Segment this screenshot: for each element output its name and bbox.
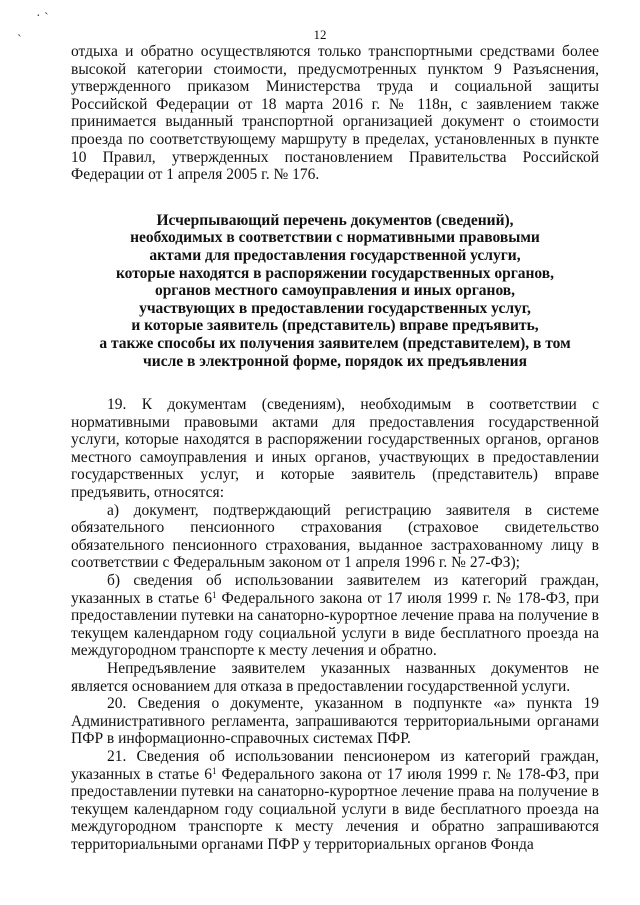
heading-line: числе в электронной форме, порядок их предъявления: [143, 352, 527, 370]
heading-line: органов местного самоуправления и иных органов,: [154, 282, 516, 300]
paragraph-19a: а) документ, подтверждающий регистрацию заявителя в системе обязательного пенсионного страхования (страховое свидетельство обязательного пенсионного страхования, выданное застрахованному лицу в соответствии с Федеральным законом от 1 апреля 1996 г. № 27-ФЗ);: [71, 501, 599, 572]
paragraph-20: 20. Сведения о документе, указанном в подпункте «а» пункта 19 Административного регламента, запрашиваются территориальными органами ПФР в информационно-справочных системах ПФР.: [71, 695, 599, 748]
document-body: [71, 43, 599, 854]
paragraph-19b-text-rest: Федерального закона от 17 июля 1999 г. № 178-ФЗ, при предоставлении путевки на санаторно-курортное лечение права на получение в текущем календарном году социальной услуги в виде бесплатного проезда на междугородном транспорте к месту лечения и обратно.: [71, 589, 599, 660]
paragraph-non-submission: Непредъявление заявителем указанных названных документов не является основанием для отказа в предоставлении государственной услуги.: [71, 660, 599, 695]
heading-line: участвующих в предоставлении государственных услуг,: [139, 299, 531, 317]
paragraph-continuation: отдыха и обратно осуществляются только транспортными средствами более высокой категории стоимости, предусмотренных пунктом 9 Разъяснения, утвержденного приказом Министерства труда и социальной защиты Российской Федерации от 18 марта 2016 г. № 118н, с заявлением также принимается выданный транспортной организацией документ о стоимости проезда по соответствующему маршруту в пределах, установленных в пункте 10 Правил, утвержденных постановлением Правительства Российской Федерации от 1 апреля 2005 г. № 176.: [71, 43, 599, 184]
scan-mark-tick: `: [44, 11, 49, 26]
paragraph-19: 19. К документам (сведениям), необходимым в соответствии с нормативными правовыми актами для предоставления государственной услуги, которые находятся в распоряжении государственных органов, органов местного самоуправления и иных органов, участвующих в предоставлении государственных услуг, и которые заявитель (представитель) вправе предъявить, относятся:: [71, 396, 599, 502]
heading-line: необходимых в соответствии с нормативными правовыми: [130, 229, 540, 247]
heading-line: актами для предоставления государственной услуги,: [149, 246, 521, 264]
paragraph-19b-text: б) сведения об использовании заявителем из категорий граждан, указанных в статье 6: [71, 572, 599, 607]
article-superscript: 1: [211, 589, 217, 600]
heading-line: и которые заявитель (представитель) вправе предъявить,: [131, 317, 539, 335]
section-heading: [71, 212, 599, 370]
heading-line: а также способы их получения заявителем (представителем), в том: [99, 334, 571, 352]
scan-mark-dot: ·: [36, 9, 41, 24]
paragraph-19b: [71, 572, 599, 660]
page-number: 12: [313, 27, 327, 42]
paragraph-21-text-rest: Федерального закона от 17 июля 1999 г. № 178-ФЗ, при предоставлении путевки на санаторно-курортное лечение права на получение в текущем календарном году социальной услуги в виде бесплатного проезда на междугородном транспорте к месту лечения и обратно запрашиваются территориальными органами ПФР у территориальных органов Фонда: [71, 765, 599, 853]
heading-line: Исчерпывающий перечень документов (сведений),: [156, 211, 514, 229]
article-superscript: 1: [211, 765, 217, 776]
paragraph-21: [71, 748, 599, 854]
scan-mark-tick-left: `: [17, 33, 22, 48]
paragraph-21-text: 21. Сведения об использовании пенсионером из категорий граждан, указанных в статье 6: [71, 747, 599, 783]
heading-line: которые находятся в распоряжении государственных органов,: [115, 264, 555, 282]
